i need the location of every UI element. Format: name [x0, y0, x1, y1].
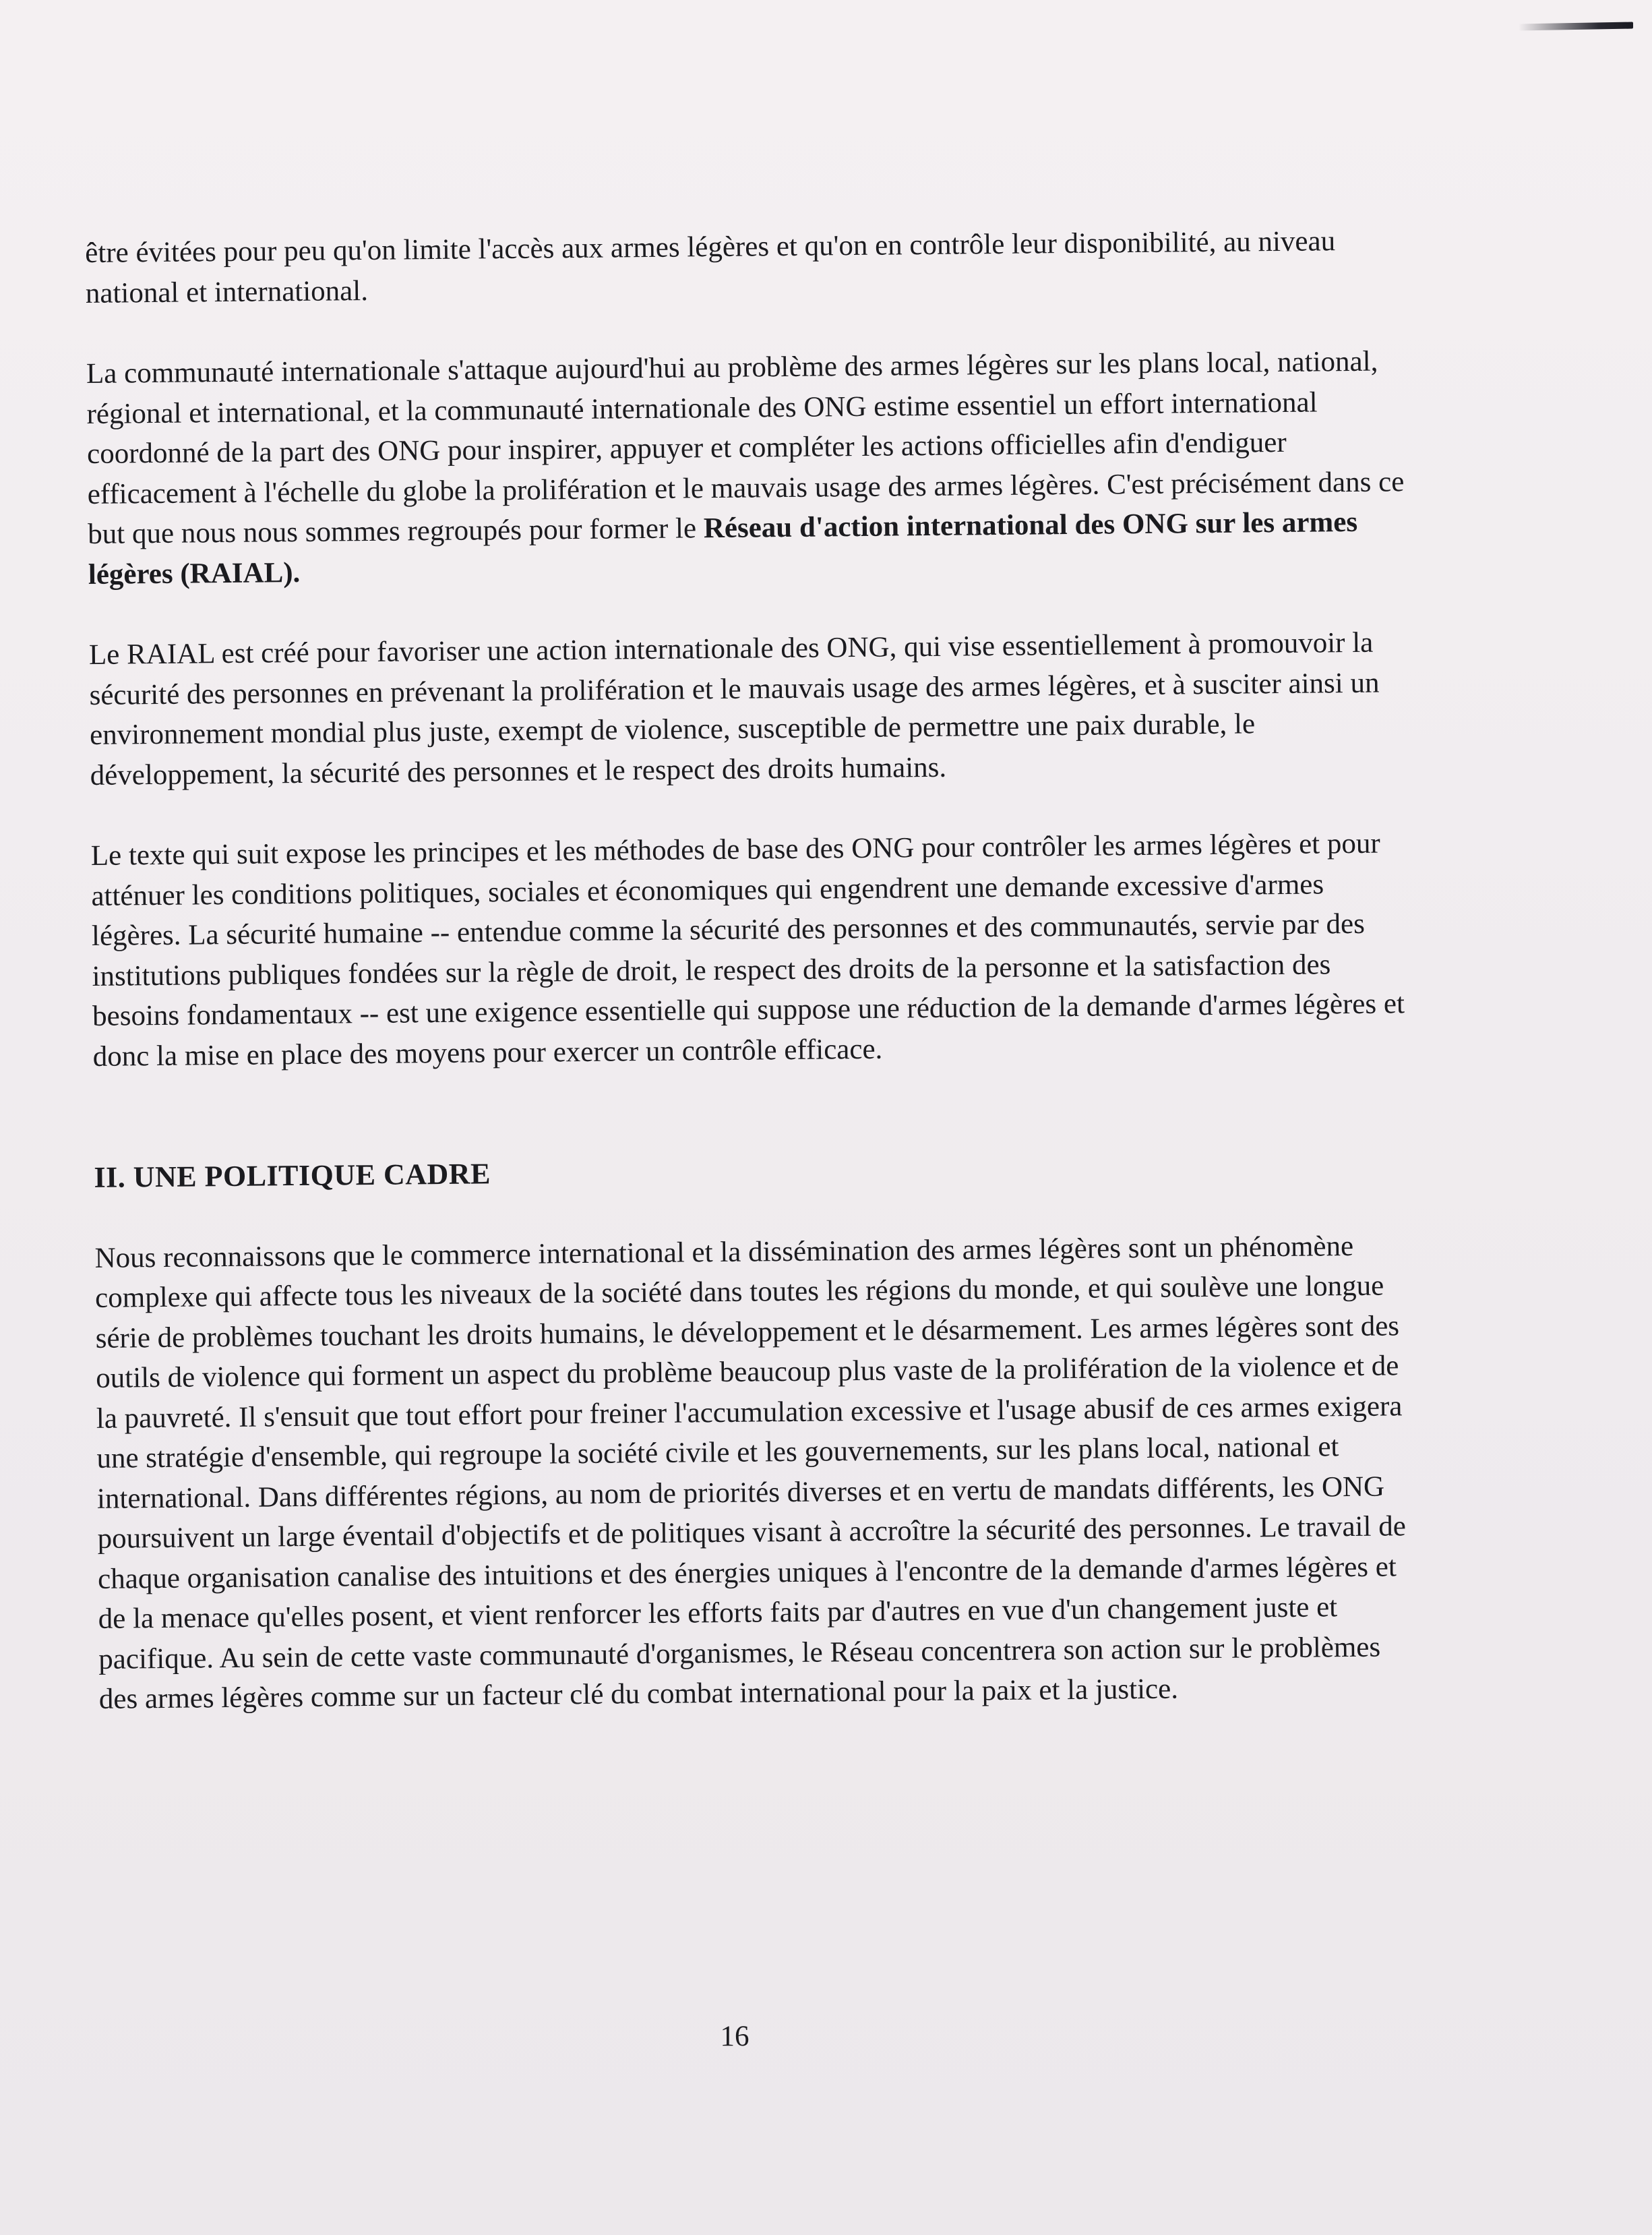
paragraph-principles: Le texte qui suit expose les principes et les méthodes de base des ONG pour contrôler les armes légères et pour atténuer les conditions politiques, sociales et économiques qui engendrent une demande excessive d'armes légères. La sécurité humaine -- entendue comme la sécurité des personnes et des communautés, servie par des institutions publiques fondées sur la règle de droit, le respect des droits de la personne et la satisfaction des besoins fondamentaux -- est une exigence essentielle qui suppose une réduction de la demande d'armes légères et donc la mise en place des moyens pour exercer un contrôle efficace.	[90, 827, 1405, 1073]
paragraph-raial-formation	[86, 341, 1409, 595]
corner-scan-mark	[1519, 22, 1633, 31]
paragraph-raial-formation-text: La communauté internationale s'attaque aujourd'hui au problème des armes légères sur les plans local, national, régional et international, et la communauté internationale des ONG estime essentiel un effort international coordonné de la part des ONG pour inspirer, appuyer et compléter les actions officielles afin d'endiguer efficacement à l'échelle du globe la prolifération et le mauvais usage des armes légères. C'est précisément dans ce but que nous nous sommes regroupés pour former le	[86, 345, 1405, 550]
document-body	[85, 220, 1420, 1719]
page-number: 16	[720, 2021, 749, 2052]
section-gap	[93, 1064, 1415, 1158]
paragraph-intro-continuation: être évitées pour peu qu'on limite l'accès aux armes légères et qu'on en contrôle leur disponibilité, au niveau national et international.	[85, 225, 1336, 309]
network-name-bold: Réseau d'action international des ONG sur les armes légères (RAIAL).	[88, 506, 1358, 591]
paragraph-raial-purpose: Le RAIAL est créé pour favoriser une action internationale des ONG, qui vise essentiellement à promouvoir la sécurité des personnes en prévenant la prolifération et le mauvais usage des armes légères, et à susciter ainsi un environnement mondial plus juste, exempt de violence, susceptible de permettre une paix durable, le développement, la sécurité des personnes et le respect des droits humains.	[88, 626, 1380, 792]
section-heading: II. UNE POLITIQUE CADRE	[94, 1157, 491, 1194]
paragraph-policy-framework: Nous reconnaissons que le commerce international et la dissémination des armes légères sont un phénomène complexe qui affecte tous les niveaux de la société dans toutes les régions du monde, et qui soulève une longue série de problèmes touchant les droits humains, le développement et le désarmement. Les armes légères sont des outils de violence qui forment un aspect du problème beaucoup plus vaste de la prolifération de la violence et de la pauvreté. Il s'ensuit que tout effort pour freiner l'accumulation excessive et l'usage abusif de ces armes exigera une stratégie d'ensemble, qui regroupe la société civile et les gouvernements, sur les plans local, national et international. Dans différentes régions, au nom de priorités diverses et en vertu de mandats différents, les ONG poursuivent un large éventail d'objectifs et de politiques visant à accroître la sécurité des personnes. Le travail de chaque organisation canalise des intuitions et des énergies uniques à l'encontre de la demande d'armes légères et de la menace qu'elles posent, et vient renforcer les efforts faits par d'autres en vue d'un changement juste et pacifique. Au sein de cette vaste communauté d'organismes, le Réseau concentrera son action sur le problèmes des armes légères comme sur un facteur clé du combat international pour la paix et la justice.	[94, 1230, 1407, 1715]
